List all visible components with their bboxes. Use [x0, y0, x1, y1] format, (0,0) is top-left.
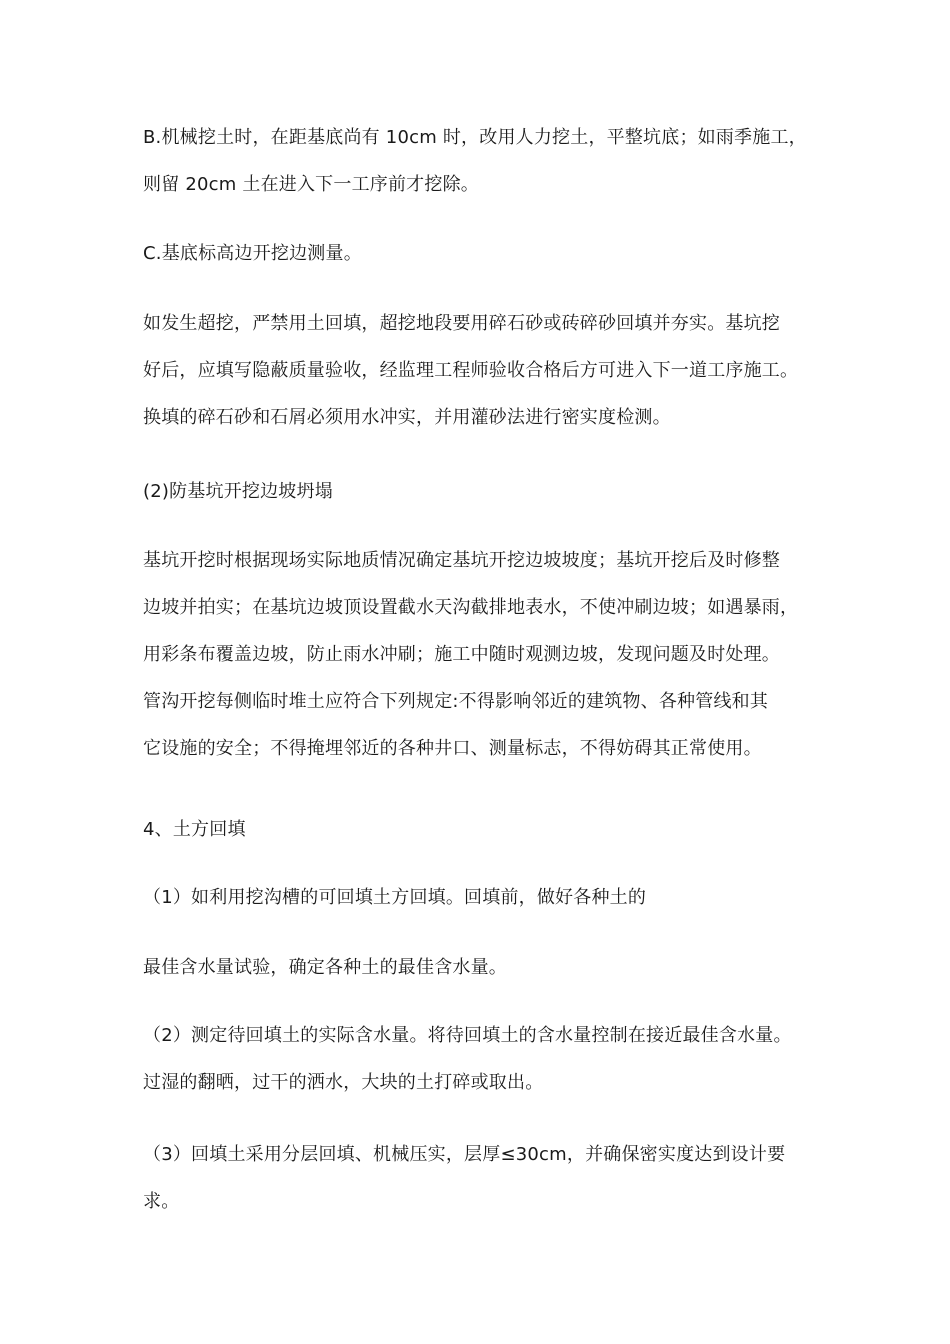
section-heading-earth-backfill	[143, 806, 813, 853]
text-line: 求。	[143, 1191, 180, 1212]
text-line: 它设施的安全；不得掩埋邻近的各种井口、测量标志，不得妨碍其正常使用。	[143, 738, 762, 759]
text-line: （2）测定待回填土的实际含水量。将待回填土的含水量控制在接近最佳含水量。	[143, 1025, 792, 1046]
text-line: 好后，应填写隐蔽质量验收，经监理工程师验收合格后方可进入下一道工序施工。	[143, 360, 799, 381]
paragraph-backfill-item-1	[143, 874, 813, 921]
paragraph-backfill-item-2	[143, 1012, 813, 1106]
paragraph-over-excavation	[143, 300, 813, 441]
text-line: C.基底标高边开挖边测量。	[143, 243, 362, 264]
paragraph-slope-protection	[143, 537, 813, 772]
text-line: 则留 20cm 土在进入下一工序前才挖除。	[143, 174, 479, 195]
paragraph-optimum-moisture	[143, 944, 813, 991]
text-line: （1）如利用挖沟槽的可回填土方回填。回填前，做好各种土的	[143, 887, 647, 908]
section-heading-slope-collapse	[143, 468, 813, 515]
text-line: 过湿的翻晒，过干的洒水，大块的土打碎或取出。	[143, 1072, 544, 1093]
text-line: （3）回填土采用分层回填、机械压实，层厚≤30cm，并确保密实度达到设计要	[143, 1144, 786, 1165]
paragraph-mechanical-excavation	[143, 114, 813, 208]
text-line: 4、土方回填	[143, 819, 246, 840]
text-line: 如发生超挖，严禁用土回填，超挖地段要用碎石砂或砖碎砂回填并夯实。基坑挖	[143, 313, 780, 334]
text-line: 管沟开挖每侧临时堆土应符合下列规定:不得影响邻近的建筑物、各种管线和其	[143, 691, 769, 712]
paragraph-base-elevation	[143, 230, 813, 277]
paragraph-backfill-item-3	[143, 1131, 813, 1225]
text-line: (2)防基坑开挖边坡坍塌	[143, 481, 333, 502]
text-line: 基坑开挖时根据现场实际地质情况确定基坑开挖边坡坡度；基坑开挖后及时修整	[143, 550, 780, 571]
text-line: 换填的碎石砂和石屑必须用水冲实，并用灌砂法进行密实度检测。	[143, 407, 671, 428]
text-line: 边坡并拍实；在基坑边坡顶设置截水天沟截排地表水，不使冲刷边坡；如遇暴雨，	[143, 597, 799, 618]
text-line: 用彩条布覆盖边坡，防止雨水冲刷；施工中随时观测边坡，发现问题及时处理。	[143, 644, 780, 665]
text-line: 最佳含水量试验，确定各种土的最佳含水量。	[143, 957, 507, 978]
text-line: B.机械挖土时，在距基底尚有 10cm 时，改用人力挖土，平整坑底；如雨季施工，	[143, 127, 807, 148]
